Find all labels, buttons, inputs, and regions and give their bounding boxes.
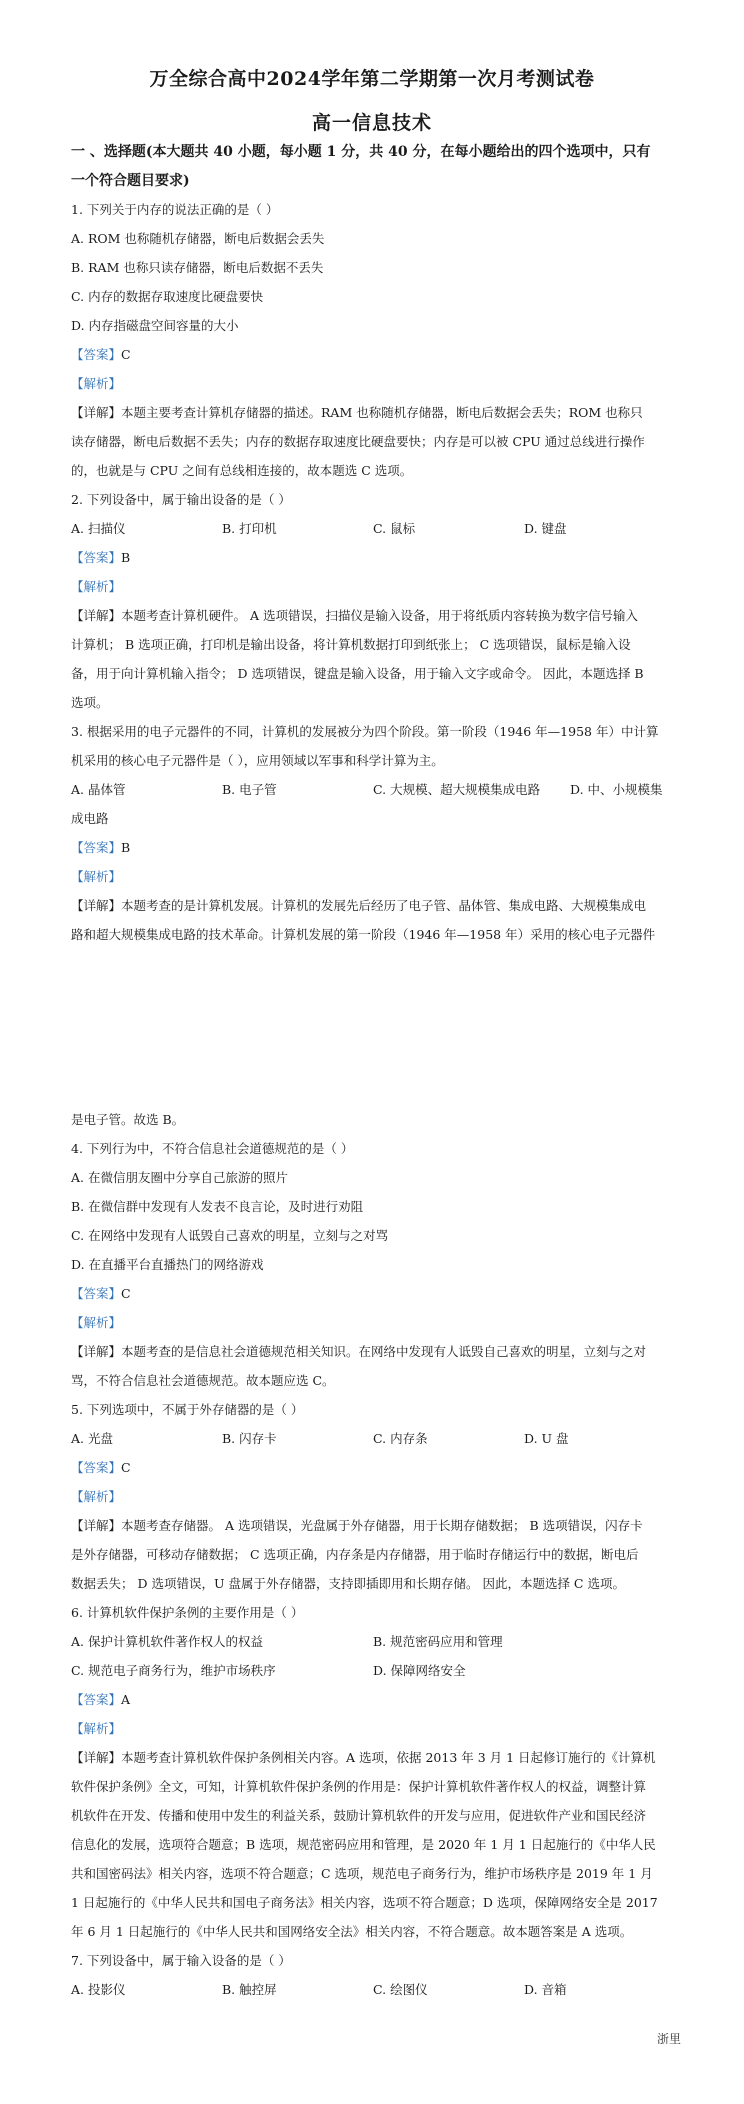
question-stem: 5. 下列选项中，不属于外存储器的是（ ）	[71, 1402, 304, 1417]
answer-line	[71, 548, 130, 568]
detail-text: 1 日起施行的《中华人民共和国电子商务法》相关内容，选项不符合题意；D 选项，保障网络安全是 2017	[71, 1895, 658, 1910]
answer-value: C	[121, 1286, 131, 1301]
detail-text: 【详解】本题考查的是信息社会道德规范相关知识。在网络中发现有人诋毁自己喜欢的明星，立刻与之对	[71, 1344, 647, 1359]
detail-text: 【详解】本题考查的是计算机发展。计算机的发展先后经历了电子管、晶体管、集成电路、大规模集成电	[71, 898, 647, 913]
question-stem: 4. 下列行为中，不符合信息社会道德规范的是（ ）	[71, 1141, 354, 1156]
detail-text: 是外存储器，可移动存储数据； C 选项正确，内存条是内存储器，用于临时存储运行中的数据，断电后	[71, 1547, 639, 1562]
answer-tag: 【答案】	[71, 1286, 122, 1301]
page-title: 万全综合高中2024学年第二学期第一次月考测试卷	[149, 68, 595, 90]
detail-text: 骂，不符合信息社会道德规范。故本题应选 C。	[71, 1373, 335, 1388]
answer-tag: 【答案】	[71, 347, 122, 362]
answer-value: C	[121, 1460, 131, 1475]
section-heading-cont: 一个符合题目要求)	[71, 173, 190, 189]
page-subtitle: 高一信息技术	[311, 112, 432, 134]
option-d: D. 键盘	[524, 521, 567, 536]
option-d: D. 内存指磁盘空间容量的大小	[71, 318, 239, 333]
option-a: A. 在微信朋友圈中分享自己旅游的照片	[71, 1170, 288, 1185]
detail-text: 年 6 月 1 日起施行的《中华人民共和国网络安全法》相关内容，不符合题意。故本题答案是 A 选项。	[71, 1924, 633, 1939]
option-a: A. 扫描仪	[71, 521, 126, 536]
answer-line	[71, 838, 130, 858]
option-a: A. 保护计算机软件著作权人的权益	[71, 1634, 263, 1649]
question-stem: 2. 下列设备中，属于输出设备的是（ ）	[71, 492, 291, 507]
option-b: B. 规范密码应用和管理	[373, 1634, 503, 1649]
option-c: C. 绘图仪	[373, 1982, 428, 1997]
answer-tag: 【答案】	[71, 840, 122, 855]
analysis-tag: 【解析】	[71, 376, 122, 391]
question-stem: 6. 计算机软件保护条例的主要作用是（ ）	[71, 1605, 304, 1620]
option-b: B. 打印机	[222, 521, 277, 536]
detail-text: 机软件在开发、传播和使用中发生的利益关系，鼓励计算机软件的开发与应用，促进软件产业和国民经济	[71, 1808, 647, 1823]
answer-tag: 【答案】	[71, 1692, 122, 1707]
detail-text: 【详解】本题考查计算机软件保护条例相关内容。A 选项，依据 2013 年 3 月 1 日起修订施行的《计算机	[71, 1750, 656, 1765]
answer-tag: 【答案】	[71, 1460, 122, 1475]
option-c: C. 内存的数据存取速度比硬盘要快	[71, 289, 264, 304]
page-footer-label: 浙里	[656, 2032, 681, 2046]
analysis-tag: 【解析】	[71, 1315, 122, 1330]
option-d: D. 在直播平台直播热门的网络游戏	[71, 1257, 264, 1272]
option-c: C. 内存条	[373, 1431, 428, 1446]
option-c: C. 大规模、超大规模集成电路	[373, 782, 541, 797]
option-a: A. 投影仪	[71, 1982, 126, 1997]
option-d: D. 音箱	[524, 1982, 567, 1997]
option-a: A. 光盘	[71, 1431, 113, 1446]
answer-tag: 【答案】	[71, 550, 122, 565]
answer-value: B	[121, 840, 131, 855]
question-stem-cont: 机采用的核心电子元器件是（ ），应用领域以军事和科学计算为主。	[71, 753, 444, 768]
answer-value: A	[121, 1692, 131, 1707]
option-d: D. 中、小规模集	[570, 782, 663, 797]
detail-text: 计算机； B 选项正确，打印机是输出设备，将计算机数据打印到纸张上； C 选项错误，鼠标是输入设	[71, 637, 631, 652]
answer-value: C	[121, 347, 131, 362]
detail-text: 【详解】本题考查存储器。 A 选项错误，光盘属于外存储器，用于长期存储数据； B 选项错误，闪存卡	[71, 1518, 643, 1533]
detail-text: 备，用于向计算机输入指令； D 选项错误，键盘是输入设备，用于输入文字或命令。 因此，本题选择 B	[71, 666, 644, 681]
detail-text: 的，也就是与 CPU 之间有总线相连接的，故本题选 C 选项。	[71, 463, 413, 478]
option-b: B. 电子管	[222, 782, 277, 797]
option-c: C. 规范电子商务行为，维护市场秩序	[71, 1663, 276, 1678]
option-b: B. 在微信群中发现有人发表不良言论，及时进行劝阻	[71, 1199, 364, 1214]
analysis-tag: 【解析】	[71, 1489, 122, 1504]
option-a: A. ROM 也称随机存储器，断电后数据会丢失	[71, 231, 325, 246]
answer-line	[71, 1458, 131, 1478]
option-c: C. 在网络中发现有人诋毁自己喜欢的明星，立刻与之对骂	[71, 1228, 389, 1243]
option-b: B. 闪存卡	[222, 1431, 277, 1446]
option-d: D. 保障网络安全	[373, 1663, 466, 1678]
detail-text: 【详解】本题主要考查计算机存储器的描述。RAM 也称随机存储器，断电后数据会丢失；ROM 也称只	[71, 405, 643, 420]
question-stem: 7. 下列设备中，属于输入设备的是（ ）	[71, 1953, 291, 1968]
answer-value: B	[121, 550, 131, 565]
answer-line	[71, 1284, 131, 1304]
option-a: A. 晶体管	[71, 782, 126, 797]
section-heading: 一 、选择题(本大题共 40 小题，每小题 1 分，共 40 分，在每小题给出的四个选项中，只有	[71, 144, 651, 160]
analysis-tag: 【解析】	[71, 1721, 122, 1736]
analysis-tag: 【解析】	[71, 869, 122, 884]
detail-text: 共和国密码法》相关内容，选项不符合题意；C 选项，规范电子商务行为，维护市场秩序是 2019 年 1 月	[71, 1866, 653, 1881]
question-stem: 3. 根据采用的电子元器件的不同，计算机的发展被分为四个阶段。第一阶段（1946 年—1958 年）中计算	[71, 724, 659, 739]
question-stem: 1. 下列关于内存的说法正确的是（ ）	[71, 202, 279, 217]
detail-text: 选项。	[71, 695, 109, 710]
detail-text: 【详解】本题考查计算机硬件。 A 选项错误，扫描仪是输入设备，用于将纸质内容转换为数字信号输入	[71, 608, 638, 623]
detail-text: 路和超大规模集成电路的技术革命。计算机发展的第一阶段（1946 年—1958 年）采用的核心电子元器件	[71, 927, 656, 942]
answer-line	[71, 1690, 130, 1710]
option-c: C. 鼠标	[373, 521, 416, 536]
analysis-tag: 【解析】	[71, 579, 122, 594]
option-d: D. U 盘	[524, 1431, 569, 1446]
option-b: B. 触控屏	[222, 1982, 277, 1997]
option-b: B. RAM 也称只读存储器，断电后数据不丢失	[71, 260, 324, 275]
detail-text: 是电子管。故选 B。	[71, 1112, 185, 1127]
detail-text: 软件保护条例》全文，可知，计算机软件保护条例的作用是：保护计算机软件著作权人的权益，调整计算	[71, 1779, 647, 1794]
detail-text: 数据丢失； D 选项错误，U 盘属于外存储器，支持即插即用和长期存储。 因此，本题选择 C 选项。	[71, 1576, 625, 1591]
detail-text: 信息化的发展，选项符合题意；B 选项，规范密码应用和管理，是 2020 年 1 月 1 日起施行的《中华人民	[71, 1837, 656, 1852]
option-d-cont: 成电路	[71, 811, 109, 826]
detail-text: 读存储器，断电后数据不丢失；内存的数据存取速度比硬盘要快；内存是可以被 CPU 通过总线进行操作	[71, 434, 645, 449]
answer-line	[71, 345, 131, 365]
